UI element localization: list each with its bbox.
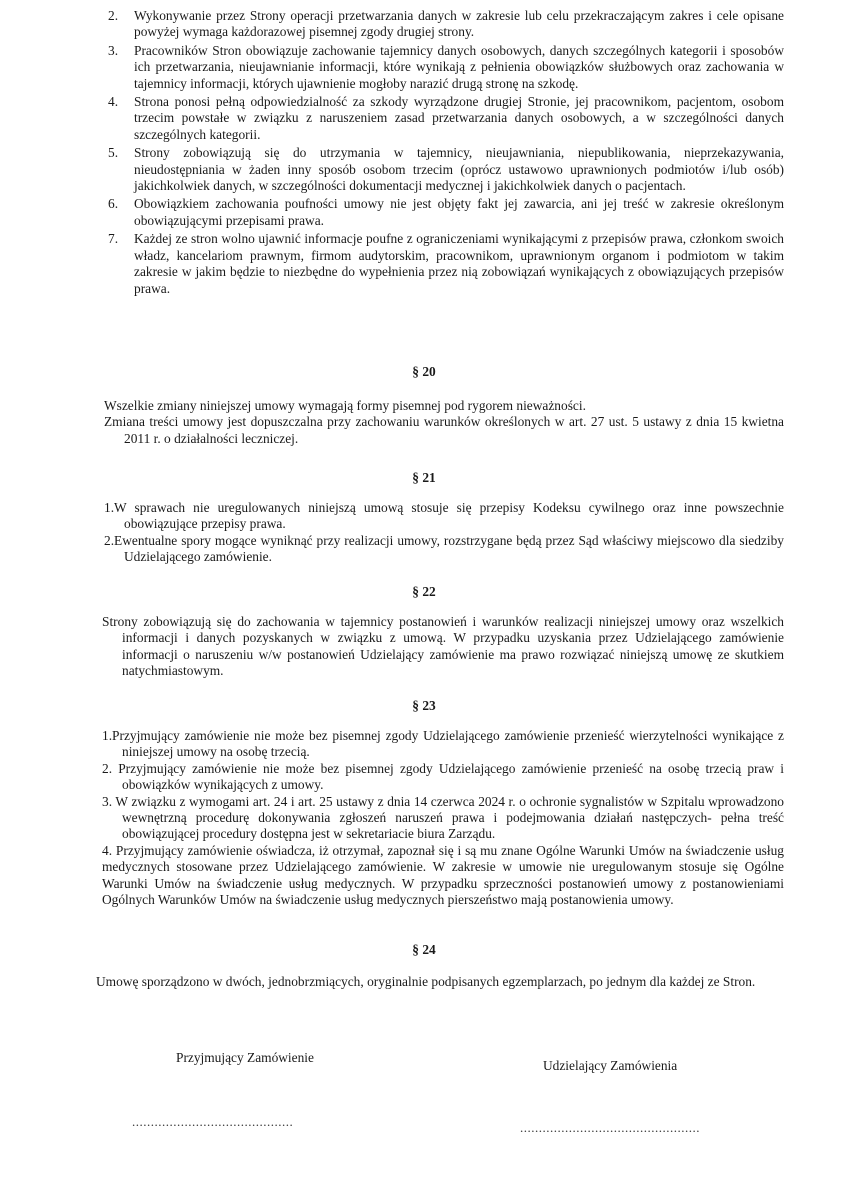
paragraph: Wszelkie zmiany niniejszej umowy wymagają formy pisemnej pod rygorem nieważności. <box>104 398 586 413</box>
paragraph: Strony zobowiązują się do zachowania w tajemnicy postanowień i warunków realizacji niniejszej umowy oraz wszelkich informacji i danych pozyskanych w związku z umową. W przypadku uzyskania przez Udzielającego zamówienie informacji o naruszeniu w/w postanowień Udzielający zamówienie ma prawo rozwiązać niniejszą umowę ze skutkiem natychmiastowym. <box>102 614 784 679</box>
signature-label-contractor: Przyjmujący Zamówienie <box>176 1050 314 1065</box>
paragraph: Zmiana treści umowy jest dopuszczalna przy zachowaniu warunków określonych w art. 27 ust. 5 ustawy z dnia 15 kwietna 2011 r. o działalności leczniczej. <box>104 414 784 446</box>
paragraph: 1.Przyjmujący zamówienie nie może bez pisemnej zgody Udzielającego zamówienie przenieść wierzytelności wynikające z niniejszej umowy na osobę trzecią. <box>102 728 784 760</box>
section-22-body <box>102 614 784 680</box>
section-heading-21: § 21 <box>412 470 436 485</box>
list-item: 6. Obowiązkiem zachowania poufności umowy nie jest objęty fakt jej zawarcia, ani jej treść w zakresie określonym obowiązującymi przepisami prawa. <box>108 196 784 228</box>
signature-label-client: Udzielający Zamówienia <box>543 1058 678 1073</box>
paragraph: 1.W sprawach nie uregulowanych niniejszą umową stosuje się przepisy Kodeksu cywilnego oraz inne powszechnie obowiązujące przepisy prawa. <box>104 500 784 532</box>
confidentiality-list <box>108 8 784 299</box>
section-heading-24: § 24 <box>412 942 436 957</box>
section-heading-23: § 23 <box>412 698 436 713</box>
section-23-body <box>102 728 784 908</box>
paragraph: 3. W związku z wymogami art. 24 i art. 25 ustawy z dnia 14 czerwca 2024 r. o ochronie sygnalistów w Szpitalu wprowadzono wewnętrzną procedurę dokonywania zgłoszeń naruszeń prawa i podejmowania działań następczych- pełna treść obowiązującej procedury dostępna jest w sekretariacie biura Zarządu. <box>102 793 784 842</box>
section-heading-20: § 20 <box>412 364 436 379</box>
section-24-body <box>96 974 784 990</box>
paragraph: Umowę sporządzono w dwóch, jednobrzmiących, oryginalnie podpisanych egzemplarzach, po jednym dla każdej ze Stron. <box>96 974 756 989</box>
signature-line-contractor: ........................................... <box>132 1114 294 1129</box>
list-item: 2. Wykonywanie przez Strony operacji przetwarzania danych w zakresie lub celu przekraczającym zakres i cele opisane powyżej wymaga każdorazowej pisemnej zgody drugiej strony. <box>108 8 784 40</box>
section-20-body <box>104 398 784 447</box>
list-item: 3. Pracowników Stron obowiązuje zachowanie tajemnicy danych osobowych, danych szczególnych kategorii i sposobów ich przetwarzania, nieujawnianie informacji, które wynikają z pełnienia obowiązków służbowych oraz zachowania w tajemnicy informacji, których ujawnienie mogłoby narazić drugą stronę na szkodę. <box>108 42 784 91</box>
signature-line-client: ................................................ <box>520 1120 700 1135</box>
paragraph: 2.Ewentualne spory mogące wyniknąć przy realizacji umowy, rozstrzygane będą przez Sąd właściwy miejscowo dla siedziby Udzielającego zamówienie. <box>104 532 784 565</box>
paragraph: 4. Przyjmujący zamówienie oświadcza, iż otrzymał, zapoznał się i są mu znane Ogólne Warunki Umów na świadczenie usług medycznych stosowane przez Udzielającego zamówienie. W zakresie w umowie nie uregulowanym stosuje się Ogólne Warunki Umów na świadczenie usług medycznych. W przypadku sprzeczności postanowień umowy z postanowieniami Ogólnych Warunków Umów na świadczenie usług medycznych pierszeństwo mają postanowienia umowy. <box>102 842 784 908</box>
paragraph: 2. Przyjmujący zamówienie nie może bez pisemnej zgody Udzielającego zamówienie przenieść na osobę trzecią praw i obowiązków wynikających z umowy. <box>102 760 784 793</box>
list-item: 7. Każdej ze stron wolno ujawnić informacje poufne z ograniczeniami wynikającymi z przepisów prawa, członkom swoich władz, kancelariom prawnym, firmom audytorskim, pracownikom, uprawnionym organom i podmiotom w takim zakresie w jakim będzie to niezbędne do wypełnienia przez nią zobowiązań wynikających z obowiązujących przepisów prawa. <box>108 231 784 296</box>
list-item: 4. Strona ponosi pełną odpowiedzialność za szkody wyrządzone drugiej Stronie, jej pracownikom, pacjentom, osobom trzecim powstałe w związku z naruszeniem zasad przetwarzania danych osobowych, a w szczególności danych szczególnych kategorii. <box>108 94 784 142</box>
section-21-body <box>104 500 784 566</box>
list-item: 5. Strony zobowiązują się do utrzymania w tajemnicy, nieujawniania, niepublikowania, nieprzekazywania, nieudostępniania w żaden inny sposób osobom trzecim (oprócz ustawowo uprawnionych podmiotów i/lub osób) jakichkolwiek danych, w szczególności dokumentacji medycznej i jakichkolwiek danych o pacjentach. <box>108 145 784 194</box>
section-heading-22: § 22 <box>412 584 436 599</box>
